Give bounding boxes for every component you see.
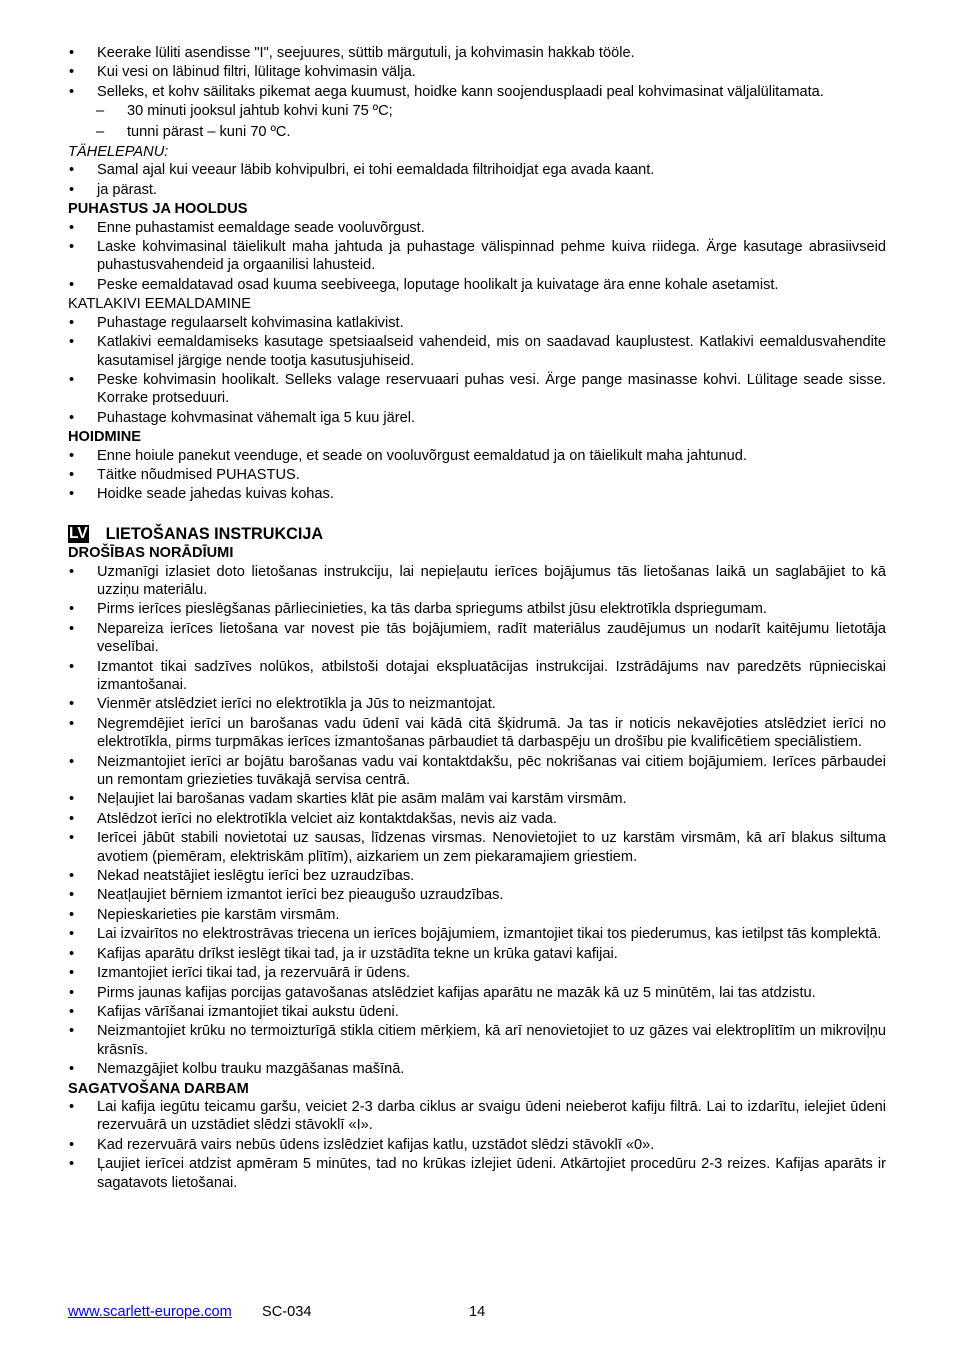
list-item: • Katlakivi eemaldamiseks kasutage spetsiaalseid vahendeid, mis on saadavad kauplustest. Katlakivi eemaldusvahendite kasutamisel järgige nende tootja kasutusjuhiseid. — [68, 333, 886, 370]
list-item: • Kad rezervuārā vairs nebūs ūdens izslēdziet kafijas katlu, uzstādot slēdzi stāvoklī «0». — [68, 1136, 886, 1154]
list-item: • Nepieskarieties pie karstām virsmām. — [68, 906, 886, 924]
storage-list — [68, 447, 886, 504]
list-item: • Täitke nõudmised PUHASTUS. — [68, 466, 886, 484]
list-item: • Enne puhastamist eemaldage seade vooluvõrgust. — [68, 219, 886, 237]
list-item: • Keerake lüliti asendisse "I", seejuures, süttib märgutuli, ja kohvimasin hakkab tööle. — [68, 44, 886, 62]
list-item: • Hoidke seade jahedas kuivas kohas. — [68, 485, 886, 503]
descaling-list — [68, 314, 886, 427]
list-item: • Ļaujiet ierīcei atdzist apmēram 5 minūtes, tad no krūkas izlejiet ūdeni. Atkārtojiet procedūru 2-3 reizes. Kafijas aparāts ir sagatavots lietošanai. — [68, 1155, 886, 1192]
list-item: • Puhastage regulaarselt kohvimasina katlakivist. — [68, 314, 886, 332]
list-item: • Lai kafija iegūtu teicamu garšu, veiciet 2-3 darba ciklus ar svaigu ūdeni neieberot kafiju filtrā. Lai to izdarītu, ielejiet ūdeni rezervuārā un uzstādiet slēdzi stāvoklī «I». — [68, 1098, 886, 1135]
list-item: • Neizmantojiet krūku no termoizturīgā stikla citiem mērķiem, kā arī nenovietojiet to uz gāzes vai elektroplītīm un mikroviļņu krāsnīs. — [68, 1022, 886, 1059]
list-item: • Neļaujiet lai barošanas vadam skarties klāt pie asām malām vai karstām virsmām. — [68, 790, 886, 808]
list-item: • Samal ajal kui veeaur läbib kohvipulbri, ei tohi eemaldada filtrihoidjat ega avada kaant. — [68, 161, 886, 179]
et-temperature-list — [68, 102, 886, 141]
list-item: • Nekad neatstājiet ieslēgtu ierīci bez uzraudzības. — [68, 867, 886, 885]
page-number: 14 — [469, 1304, 486, 1320]
list-item: • Lai izvairītos no elektrostrāvas triecena un ierīces bojājumiem, izmantojiet tikai tos piederumus, kas ietilpst tās komplektā. — [68, 925, 886, 943]
et-warning-list — [68, 161, 886, 199]
list-item: • Pirms jaunas kafijas porcijas gatavošanas atslēdziet kafijas aparātu ne mazāk kā uz 5 minūtēm, lai tas atdzistu. — [68, 984, 886, 1002]
et-operation-list — [68, 44, 886, 101]
list-item: • Ierīcei jābūt stabili novietotai uz sausas, līdzenas virsmas. Nenovietojiet to uz karstām virsmām, kā arī blakus siltuma avotiem (piemēram, elektriskām plītīm), aizkariem un zem piekaramajiem griestiem. — [68, 829, 886, 866]
list-item: • Nemazgājiet kolbu trauku mazgāšanas mašīnā. — [68, 1060, 886, 1078]
list-item: • Peske eemaldatavad osad kuuma seebiveega, loputage hoolikalt ja kuivatage ära enne kohale asetamist. — [68, 276, 886, 294]
list-item: • Nepareiza ierīces lietošana var novest pie tās bojājumiem, radīt materiālus zaudējumus un nodarīt kaitējumu lietotāja veselībai. — [68, 620, 886, 657]
list-item: • Selleks, et kohv säilitaks pikemat aega kuumust, hoidke kann soojendusplaadi peal kohvimasinat väljalülitamata. — [68, 83, 886, 101]
cleaning-heading: PUHASTUS JA HOOLDUS — [68, 201, 248, 218]
list-item: • Neizmantojiet ierīci ar bojātu barošanas vadu vai kontaktdakšu, pēc nokrišanas vai citiem bojājumiem. Ierīces pārbaudei un remontam griezieties tuvākajā servisa centrā. — [68, 753, 886, 790]
section-title: LIETOŠANAS INSTRUKCIJA — [105, 524, 324, 543]
list-item: • Atslēdzot ierīci no elektrotīkla velciet aiz kontaktdakšas, nevis aiz vada. — [68, 810, 886, 828]
list-item: • Pirms ierīces pieslēgšanas pārliecinieties, ka tās darba spriegums atbilst jūsu elektrotīkla dspriegumam. — [68, 600, 886, 618]
list-item: • Neatļaujiet bērniem izmantot ierīci bez pieaugušo uzraudzības. — [68, 886, 886, 904]
safety-heading: DROŠĪBAS NORĀDĪUMI — [68, 545, 234, 562]
list-item: • Kafijas aparātu drīkst ieslēgt tikai tad, ja ir uzstādīta tekne un krūka gatavi kafijai. — [68, 945, 886, 963]
list-item: • Puhastage kohvmasinat vähemalt iga 5 kuu järel. — [68, 409, 886, 427]
lv-section-header — [68, 525, 886, 543]
website-link[interactable]: www.scarlett-europe.com — [68, 1304, 232, 1320]
list-item: • Izmantojiet ierīci tikai tad, ja rezervuārā ir ūdens. — [68, 964, 886, 982]
preparation-heading: SAGATVOŠANA DARBAM — [68, 1080, 249, 1097]
list-item: • Laske kohvimasinal täielikult maha jahtuda ja puhastage välispinnad pehme kuiva riidega. Ärge kasutage abrasiivseid puhastusvahendeid ja orgaanilisi lahusteid. — [68, 238, 886, 275]
warning-note: TÄHELEPANU: — [68, 144, 169, 161]
list-item: • Uzmanīgi izlasiet doto lietošanas instrukciju, lai nepieļautu ierīces bojājumus tās lietošanas laikā un saglabājiet to kā uzziņu materiālu. — [68, 563, 886, 600]
language-badge: LV — [69, 524, 88, 542]
safety-list — [68, 563, 886, 1079]
dash-item: – 30 minuti jooksul jahtub kohvi kuni 75 ºC; — [68, 102, 886, 120]
document-body — [68, 44, 886, 1193]
list-item: • Kui vesi on läbinud filtri, lülitage kohvimasin välja. — [68, 63, 886, 81]
storage-heading: HOIDMINE — [68, 429, 141, 446]
list-item: • Vienmēr atslēdziet ierīci no elektrotīkla ja Jūs to neizmantojat. — [68, 695, 886, 713]
list-item: • Negremdējiet ierīci un barošanas vadu ūdenī vai kādā citā šķidrumā. Ja tas ir noticis nekavējoties atslēdziet ierīci no elektrotīkla, pirms turpmākas ierīces izmantošanas pārbaudiet tā darbaspēju un drošību pie kvalificētiem speciālistiem. — [68, 715, 886, 752]
dash-item: – tunni pärast – kuni 70 ºC. — [68, 123, 886, 141]
page-footer — [68, 1303, 886, 1323]
preparation-list — [68, 1098, 886, 1192]
model-number: SC-034 — [262, 1304, 312, 1320]
list-item: • Izmantot tikai sadzīves nolūkos, atbilstoši dotajai ekspluatācijas instrukcijai. Izstrādājums nav paredzēts rūpnieciskai izmantošanai. — [68, 658, 886, 695]
list-item: • Kafijas vārīšanai izmantojiet tikai aukstu ūdeni. — [68, 1003, 886, 1021]
list-item: • Peske kohvimasin hoolikalt. Selleks valage reservuaari puhas vesi. Ärge pange masinasse kohvi. Lülitage seade sisse. Korrake protseduuri. — [68, 371, 886, 408]
cleaning-list — [68, 219, 886, 295]
list-item: • Enne hoiule panekut veenduge, et seade on vooluvõrgust eemaldatud ja on täielikult maha jahtunud. — [68, 447, 886, 465]
list-item: • ja pärast. — [68, 181, 886, 199]
descaling-heading: KATLAKIVI EEMALDAMINE — [68, 296, 252, 313]
